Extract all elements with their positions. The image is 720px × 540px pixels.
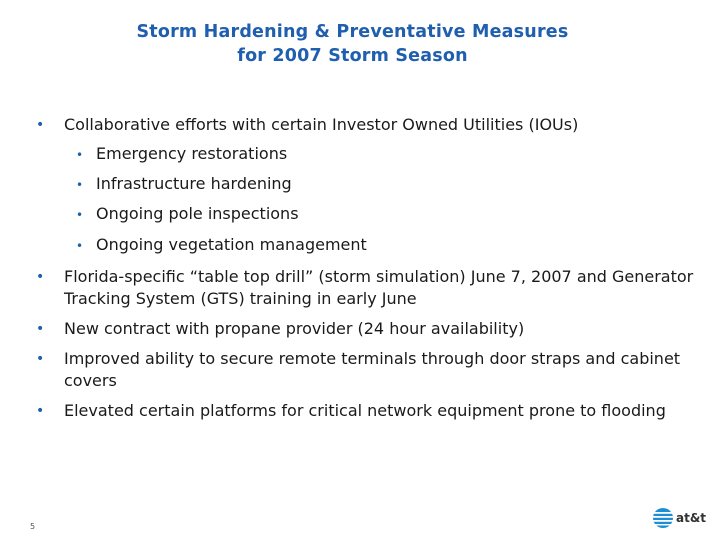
bullet-icon: • bbox=[36, 269, 45, 285]
sub-bullet-text: Ongoing pole inspections bbox=[96, 204, 299, 223]
bullet-icon: • bbox=[36, 117, 45, 133]
page-number: 5 bbox=[30, 522, 36, 531]
logo-wordmark: at&t bbox=[676, 511, 707, 525]
bullet-icon: • bbox=[36, 351, 45, 367]
sub-bullet-icon: • bbox=[76, 208, 84, 222]
sub-bullet-icon: • bbox=[76, 178, 84, 192]
bullet-text: New contract with propane provider (24 hour availability) bbox=[64, 319, 525, 338]
sub-bullet-icon: • bbox=[76, 239, 84, 253]
bullet-text: Elevated certain platforms for critical network equipment prone to flooding bbox=[64, 401, 666, 420]
sub-bullet-text: Emergency restorations bbox=[96, 144, 288, 163]
att-logo bbox=[652, 507, 707, 529]
bullet-text: Florida-specific “table top drill” (storm simulation) June 7, 2007 and Generator Tracking System (GTS) training in early June bbox=[64, 267, 694, 308]
slide-title bbox=[0, 20, 705, 68]
bullet-text: Collaborative efforts with certain Investor Owned Utilities (IOUs) bbox=[64, 115, 579, 134]
bullet-icon: • bbox=[36, 321, 45, 337]
bullet-icon: • bbox=[36, 403, 45, 419]
sub-bullet-icon: • bbox=[76, 148, 84, 162]
sub-bullet-text: Infrastructure hardening bbox=[96, 174, 292, 193]
slide-title-line-1: Storm Hardening & Preventative Measures bbox=[136, 22, 569, 42]
globe-icon bbox=[652, 507, 674, 529]
sub-bullet-text: Ongoing vegetation management bbox=[96, 235, 367, 254]
bullet-text: Improved ability to secure remote terminals through door straps and cabinet covers bbox=[64, 349, 681, 390]
slide-title-line-2: for 2007 Storm Season bbox=[237, 46, 468, 66]
